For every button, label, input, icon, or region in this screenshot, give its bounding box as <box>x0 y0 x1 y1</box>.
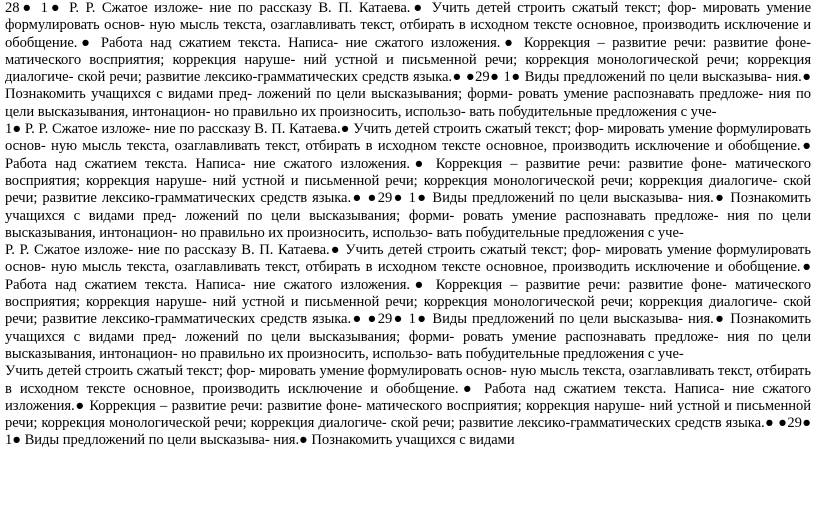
document-page <box>5 0 811 522</box>
text-paragraph-3: Р. Р. Сжатое изложе- ние по рассказу В. П. Катаева.● Учить детей строить сжатый текст; фор- мировать умение формулировать основ- ную мысль текста, озаглавливать текст, отбирать в исходном тексте основное, производить исключение и обобщение.● Работа над сжатием текста. Написа- ние сжатого изложения.● Коррекция – развитие речи: развитие фоне- матического восприятия; коррекция наруше- ний устной и письменной речи; коррекция монологической речи; коррекция диалогиче- ской речи; развитие лексико-грамматических средств языка.● ●29● 1● Виды предложений по цели высказыва- ния.● Познакомить учащихся с видами пред- ложений по цели высказывания; форми- ровать умение распознавать предложе- ния по цели высказывания, интонацион- но правильно их произносить, использо- вать побудительные предложения с уче- <box>5 242 811 362</box>
text-paragraph-2: 1● Р. Р. Сжатое изложе- ние по рассказу В. П. Катаева.● Учить детей строить сжатый текст; фор- мировать умение формулировать основ- ную мысль текста, озаглавливать текст, отбирать в исходном тексте основное, производить исключение и обобщение.● Работа над сжатием текста. Написа- ние сжатого изложения.● Коррекция – развитие речи: развитие фоне- матического восприятия; коррекция наруше- ний устной и письменной речи; коррекция монологической речи; коррекция диалогиче- ской речи; развитие лексико-грамматических средств языка.● ●29● 1● Виды предложений по цели высказыва- ния.● Познакомить учащихся с видами пред- ложений по цели высказывания; форми- ровать умение распознавать предложе- ния по цели высказывания, интонацион- но правильно их произносить, использо- вать побудительные предложения с уче- <box>5 121 811 241</box>
text-paragraph-1: 28● 1● Р. Р. Сжатое изложе- ние по рассказу В. П. Катаева.● Учить детей строить сжатый текст; фор- мировать умение формулировать основ- ную мысль текста, озаглавливать текст, отбирать в исходном тексте основное, производить исключение и обобщение.● Работа над сжатием текста. Написа- ние сжатого изложения.● Коррекция – развитие речи: развитие фоне- матического восприятия; коррекция наруше- ний устной и письменной речи; коррекция монологической речи; коррекция диалогиче- ской речи; развитие лексико-грамматических средств языка.● ●29● 1● Виды предложений по цели высказыва- ния.● Познакомить учащихся с видами пред- ложений по цели высказывания; форми- ровать умение распознавать предложе- ния по цели высказывания, интонацион- но правильно их произносить, использо- вать побудительные предложения с уче- <box>5 0 811 120</box>
text-paragraph-4: Учить детей строить сжатый текст; фор- мировать умение формулировать основ- ную мысль текста, озаглавливать текст, отбирать в исходном тексте основное, производить исключение и обобщение.● Работа над сжатием текста. Написа- ние сжатого изложения.● Коррекция – развитие речи: развитие фоне- матического восприятия; коррекция наруше- ний устной и письменной речи; коррекция монологической речи; коррекция диалогиче- ской речи; развитие лексико-грамматических средств языка.● ●29● 1● Виды предложений по цели высказыва- ния.● Познакомить учащихся с видами <box>5 363 811 449</box>
